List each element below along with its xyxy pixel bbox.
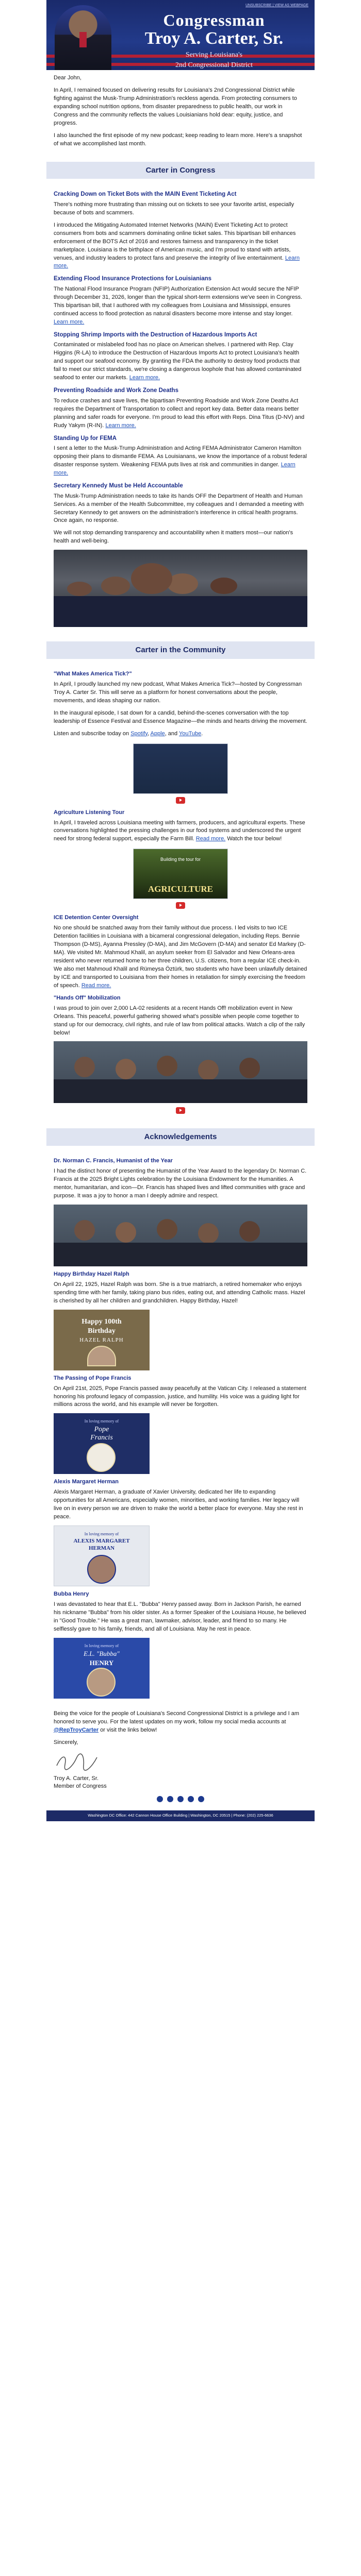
apple-link[interactable]: Apple	[150, 730, 165, 737]
community-h4: "Hands Off" Mobilization	[54, 994, 121, 1001]
alexis-card-line1: In loving memory of	[84, 1532, 119, 1537]
listen-text: Listen and subscribe today on	[54, 730, 129, 737]
intro-p2: I also launched the first episode of my new podcast; keep reading to learn more. Here's a snapshot of what we accomplished last month.	[54, 132, 302, 147]
learn-more-link[interactable]: Learn more.	[54, 462, 296, 477]
intro-p1: In April, I remained focused on delivering results for Louisiana's 2nd Congressional District while fighting against the Musk-Trump Administration's reckless agenda. From protecting consumers to expanding school nutrition options, from disaster preparedness to public health, our work in Congress and the community reflects the values Louisianians hold dear: equity, justice, and progress.	[54, 87, 297, 126]
header-line2: Troy A. Carter, Sr.	[144, 29, 284, 48]
newsletter	[46, 0, 315, 1821]
congress-h4: Preventing Roadside and Work Zone Deaths	[54, 387, 178, 394]
closing-p1: Being the voice for the people of Louisiana's Second Congressional District is a privilege and I am honored to serve you. For the latest updates on my work, follow my social media accounts at	[54, 1710, 299, 1725]
congress-h2: Extending Flood Insurance Protections for Louisianians	[54, 276, 212, 282]
congress-p5-wrap	[54, 397, 307, 430]
congress-p3-wrap	[54, 285, 307, 327]
podcast-video-thumbnail[interactable]	[133, 743, 228, 794]
youtube-icon[interactable]	[188, 1796, 194, 1802]
congress-p2-wrap	[54, 222, 307, 271]
ack-h4: Alexis Margaret Herman	[54, 1479, 119, 1485]
francis-award-photo	[54, 1205, 307, 1266]
header-line1: Congressman	[163, 11, 265, 29]
youtube-play-icon[interactable]	[176, 1107, 185, 1114]
bubba-memorial-card	[54, 1638, 150, 1699]
section-title: Carter in the Community	[135, 646, 226, 655]
footer: Washington DC Office: 442 Cannon House Office Building | Washington, DC 20515 | Phone: (202) 225-6636	[46, 1810, 315, 1821]
congress-h5: Standing Up for FEMA	[54, 435, 117, 442]
congress-h6: Secretary Kennedy Must be Held Accountable	[54, 482, 183, 489]
congressman-photo	[55, 5, 111, 70]
alexis-portrait	[87, 1555, 116, 1584]
community-p4: In April, I traveled across Louisiana meeting with farmers, producers, and agricultural experts. These conversations highlighted the pressing challenges in our food systems and underscored the urgent need for strong federal support, especially the Farm Bill.	[54, 819, 305, 842]
pope-card-line3: Francis	[90, 1434, 113, 1442]
section-band-congress	[46, 162, 315, 179]
hazel-portrait	[87, 1346, 116, 1366]
bubba-card-line3: HENRY	[89, 1658, 114, 1667]
bubba-card-line1: In loving memory of	[84, 1643, 119, 1648]
congress-p4-wrap	[54, 341, 307, 382]
congress-h3: Stopping Shrimp Imports with the Destruction of Hazardous Imports Act	[54, 331, 257, 338]
youtube-play-icon[interactable]	[176, 797, 185, 804]
closing-p1-wrap	[54, 1710, 307, 1735]
listen-line: Listen and subscribe today on Spotify, Apple, and YouTube.	[54, 730, 203, 737]
ack-p1: I had the distinct honor of presenting the Humanist of the Year Award to the legendary Dr. Norman C. Francis at the 2025 Bright Lights celebration by the Louisiana Endowment for the Humanities. A mentor, humanitarian, and icon—Dr. Francis has shaped lives and lifted communities with grace and purpose. It was a joy to honor a man I deeply admire and respect.	[54, 1168, 307, 1199]
read-more-link[interactable]: Read more.	[81, 982, 111, 989]
congress-section	[46, 182, 315, 636]
congress-p5: To reduce crashes and save lives, the bipartisan Preventing Roadside and Work Zone Deaths Act requires the Department of Transportation to collect and report key data. Better data means better planning and safer roads for everyone. I'm proud to lead this effort with Reps. Dina Titus (D-NV) and Rudy Yakym (R-IN).	[54, 397, 305, 429]
community-p1: In April, I proudly launched my new podcast, What Makes America Tick?—hosted by Congressman Troy A. Carter Sr. This will serve as a platform for honest conversations about the people, movements, and ideas shaping our nation.	[54, 681, 302, 704]
community-p6: I was proud to join over 2,000 LA-02 residents at a recent Hands Off! mobilization event in New Orleans. This peaceful, powerful gathering showed what's possible when people come together to stand up for our democracy, civil rights, and rule of law from political attacks. Watch a clip of the rally below!	[54, 1005, 305, 1036]
header-line3: Serving Louisiana's	[185, 50, 243, 59]
ack-h2: Happy Birthday Hazel Ralph	[54, 1270, 129, 1277]
ack-h5: Bubba Henry	[54, 1591, 89, 1598]
ack-p3: On April 21st, 2025, Pope Francis passed away peacefully at the Vatican City. I released a statement honoring his profound legacy of compassion, justice, and humility. His voice was a guiding light for millions across the world, and his example will never be forgotten.	[54, 1385, 306, 1408]
community-section	[46, 662, 315, 1123]
congress-p7: The Musk-Trump Administration needs to take its hands OFF the Department of Health and Human Services. As a member of the Health Subcommittee, my colleagues and I demanded a meeting with Secretary Kennedy to get answers on the administration's interference in critical health programs. Once again, no response.	[54, 493, 304, 524]
ack-p4: Alexis Margaret Herman, a graduate of Xavier University, dedicated her life to expanding opportunities for all Americans, especially women, minorities, and working families. Her legacy will live on in every person we are driven to make the world a better place for everyone. May she rest in peace.	[54, 1489, 303, 1520]
closing-p1b: or visit the links below!	[100, 1726, 157, 1733]
learn-more-link[interactable]: Learn more.	[54, 255, 300, 269]
hazel-card-line2: Birthday	[88, 1327, 116, 1335]
sincerely: Sincerely,	[54, 1739, 78, 1745]
spotify-link[interactable]: Spotify	[130, 730, 148, 737]
learn-more-link[interactable]: Learn more.	[129, 375, 160, 381]
community-h2: Agriculture Listening Tour	[54, 809, 125, 816]
closing-name: Troy A. Carter, Sr.	[54, 1775, 99, 1782]
ack-p2: On April 22, 1925, Hazel Ralph was born. She is a true matriarch, a retired homemaker who enjoys spending time with her family, taking piano bus rides, eating out, and attending Catholic mass. Hazel is cherished by all her children and grandchildren. Happy Birthday, Hazel!	[54, 1281, 305, 1304]
community-h3: ICE Detention Center Oversight	[54, 914, 139, 921]
signature-graphic	[54, 1752, 100, 1771]
hazel-card-line1: Happy 100th	[81, 1317, 122, 1326]
facebook-icon[interactable]	[157, 1796, 163, 1802]
alexis-memorial-card	[54, 1526, 150, 1586]
signature	[54, 1751, 307, 1772]
learn-more-link[interactable]: Learn more.	[105, 422, 136, 429]
congress-p3: The National Flood Insurance Program (NFIP) Authorization Extension Act would secure the NFIP through December 31, 2026, longer than the typical short-term extensions we've seen in Congress. This bipartisan bill, that I authored with my colleagues from Louisiana and Mississippi, ensures continued access to flood protection as natural disasters become more intense and stay longer.	[54, 286, 303, 317]
header-line4: 2nd Congressional District	[175, 61, 253, 70]
community-p2: In the inaugural episode, I sat down for a candid, behind-the-scenes conversation with the top leadership of Essence Festival and Essence Magazine—the minds and hearts driving the movement.	[54, 709, 307, 724]
ack-p5: I was devastated to hear that E.L. "Bubba" Henry passed away. Born in Jackson Parish, he earned his nickname "Bubba" from his older sister. As a former Speaker of the Louisiana House, he believed in "Good Trouble." He was a great man, lawmaker, advisor, leader, and friend to so many. He selflessly gave to his family, friends, and all of Louisiana. May he rest in peace.	[54, 1601, 306, 1632]
pope-card-line2: Pope	[94, 1426, 109, 1434]
youtube-play-icon[interactable]	[176, 902, 185, 909]
congress-p2: I introduced the Mitigating Automated Internet Networks (MAIN) Event Ticketing Act to protect consumers from bots and scammers dominating online ticket sales. This bipartisan bill enhances enforcement of the BOTS Act of 2016 and restores fairness and transparency in the ticket marketplace. Louisiana is the birthplace of American music, and I'm proud to stand with artists, venues, and industry leaders to protect fans and preserve the integrity of live entertainment.	[54, 222, 296, 261]
social-links	[54, 1796, 307, 1802]
capitol-press-photo	[54, 550, 307, 627]
community-p5: No one should be snatched away from their family without due process. I led visits to two ICE Detention facilities in Louisiana with a bicameral congressional delegation, including Reps. Bennie Thompson (D-MS), Ayanna Pressley (D-MA), and Jim McGovern (D-MA) and senator Ed Markey (D-MA). We visited Mr. Mahmoud Khalil, an asylum seeker from El Salvador and New Orleans-area resident who never returned home to her three children, U.S. citizens, from a regular ICE check-in. We also met Mahmoud Khalil and Rümeysa Öztürk, two students who have been unlawfully detained by ICE and transported to Louisiana from their homes in retaliation for simply exercising the freedom of speech.	[54, 925, 307, 989]
ag-video-title: AGRICULTURE	[148, 884, 213, 894]
intro-section	[46, 70, 315, 157]
read-more-link[interactable]: Read more.	[195, 836, 226, 842]
pope-card-line1: In loving memory of	[84, 1419, 119, 1424]
pope-memorial-card	[54, 1413, 150, 1474]
community-p5-wrap	[54, 924, 307, 990]
community-h1: "What Makes America Tick?"	[54, 671, 132, 677]
learn-more-link[interactable]: Learn more.	[54, 318, 85, 325]
x-twitter-icon[interactable]	[167, 1796, 173, 1802]
bubba-portrait	[87, 1668, 116, 1697]
email-icon[interactable]	[198, 1796, 204, 1802]
ack-h3: The Passing of Pope Francis	[54, 1375, 132, 1381]
section-title: Acknowledgements	[144, 1132, 217, 1142]
alexis-card-line3: HERMAN	[88, 1545, 115, 1552]
social-handle-link[interactable]: @RepTroyCarter	[54, 1726, 99, 1733]
community-p4b: Watch the tour below!	[227, 836, 282, 842]
community-p4-wrap	[54, 819, 307, 844]
congress-h1: Cracking Down on Ticket Bots with the MAIN Event Ticketing Act	[54, 191, 237, 198]
instagram-icon[interactable]	[177, 1796, 184, 1802]
section-title: Carter in Congress	[145, 165, 216, 175]
ack-section	[46, 1149, 315, 1706]
youtube-link[interactable]: YouTube	[179, 730, 202, 737]
section-band-ack	[46, 1128, 315, 1146]
section-band-community	[46, 641, 315, 659]
greeting: Dear John,	[54, 75, 81, 81]
congress-p1: There's nothing more frustrating than missing out on tickets to see your favorite artist, especially because of bots and scammers.	[54, 201, 294, 216]
congress-p8: We will not stop demanding transparency and accountability when it matters most—our nation's health and well-being.	[54, 530, 293, 545]
pope-portrait	[87, 1443, 116, 1472]
header-banner	[46, 0, 315, 70]
agriculture-video-thumbnail[interactable]	[133, 849, 228, 899]
bubba-card-line2: E.L. "Bubba"	[84, 1649, 120, 1657]
unsubscribe-link[interactable]: UNSUBSCRIBE | VIEW AS WEBPAGE	[245, 4, 308, 7]
hazel-birthday-card	[54, 1310, 150, 1370]
hazel-card-line3: HAZEL RALPH	[79, 1336, 124, 1343]
hands-off-rally-photo	[54, 1041, 307, 1103]
closing-section	[46, 1706, 315, 1811]
alexis-card-line2: ALEXIS MARGARET	[73, 1538, 130, 1545]
ack-h1: Dr. Norman C. Francis, Humanist of the Year	[54, 1158, 173, 1164]
header-title	[124, 11, 304, 70]
congress-p6: I sent a letter to the Musk-Trump Administration and Acting FEMA Administrator Cameron Hamilton opposing their plans to dismantle FEMA. As Louisianans, we know the importance of a robust federal disaster response system. Weakening FEMA puts lives at risk and communities in danger.	[54, 445, 307, 468]
congress-p6-wrap	[54, 445, 307, 478]
ag-video-sub: Building the tour for	[160, 857, 201, 862]
congress-p4: Contaminated or mislabeled food has no place on American shelves. I partnered with Rep. Clay Higgins (R-LA) to introduce the Destruction of Hazardous Imports Act to protect Louisiana's health and support our seafood economy. By granting the FDA the authority to destroy food products that fail to meet our strict standards, we're closing a dangerous loophole that has allowed contaminated seafood to enter our markets.	[54, 342, 302, 381]
closing-role: Member of Congress	[54, 1783, 107, 1790]
